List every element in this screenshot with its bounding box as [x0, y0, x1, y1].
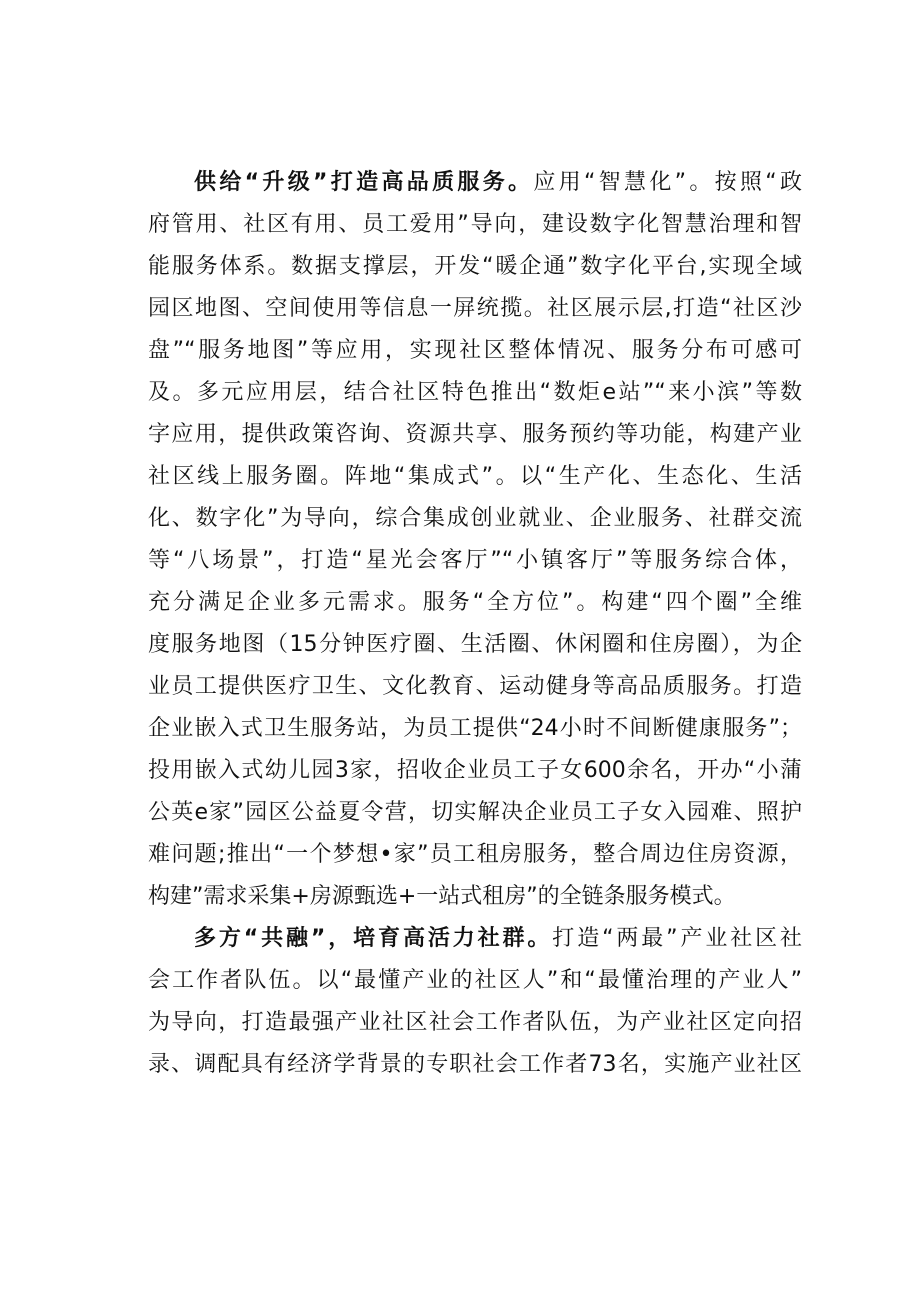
text-line: 企业嵌入式卫生服务站，为员工提供“24小时不间断健康服务”； [148, 716, 802, 741]
text-line: 化、数字化”为导向，综合集成创业就业、企业服务、社群交流 [148, 506, 802, 531]
text-line: 公英e家”园区公益夏令营，切实解决企业员工子女入园难、照护 [148, 800, 802, 825]
paragraph-2-heading: 多方“共融”，培育高活力社群。 [194, 926, 553, 951]
text-line: 盘”“服务地图”等应用，实现社区整体情况、服务分布可感可 [148, 338, 802, 363]
document-body [148, 162, 802, 1086]
text-line: 园区地图、空间使用等信息一屏统揽。社区展示层,打造“社区沙 [148, 296, 802, 321]
text-line: 业员工提供医疗卫生、文化教育、运动健身等高品质服务。打造 [148, 674, 802, 699]
text-line: 度服务地图（15分钟医疗圈、生活圈、休闲圈和住房圈），为企 [148, 632, 802, 657]
text-line: 录、调配具有经济学背景的专职社会工作者73名，实施产业社区 [148, 1052, 802, 1077]
text-line: 能服务体系。数据支撑层，开发“暖企通”数字化平台,实现全域 [148, 254, 802, 279]
text-line: 打造“两最”产业社区社 [552, 926, 802, 951]
text-line: 社区线上服务圈。阵地“集成式”。以“生产化、生态化、生活 [148, 464, 802, 489]
text-line: 会工作者队伍。以“最懂产业的社区人”和“最懂治理的产业人” [148, 968, 802, 993]
paragraph-1-line-1 [148, 162, 802, 204]
text-line: 应用“智慧化”。按照“政 [533, 170, 802, 195]
paragraph-1-heading: 供给“升级”打造高品质服务。 [194, 170, 534, 195]
text-line: 构建”需求采集+房源甄选+一站式租房”的全链条服务模式。 [148, 884, 736, 909]
text-line: 投用嵌入式幼儿园3家，招收企业员工子女600余名，开办“小蒲 [148, 758, 802, 783]
text-line: 府管用、社区有用、员工爱用”导向，建设数字化智慧治理和智 [148, 212, 802, 237]
text-line: 充分满足企业多元需求。服务“全方位”。构建“四个圈”全维 [148, 590, 802, 615]
text-line: 为导向，打造最强产业社区社会工作者队伍，为产业社区定向招 [148, 1010, 802, 1035]
text-line: 及。多元应用层，结合社区特色推出“数炬e站”“来小滨”等数 [148, 380, 802, 405]
text-line: 等“八场景”，打造“星光会客厅”“小镇客厅”等服务综合体， [148, 548, 802, 573]
paragraph-2-line-1 [148, 918, 802, 960]
text-line: 字应用，提供政策咨询、资源共享、服务预约等功能，构建产业 [148, 422, 802, 447]
text-line: 难问题;推出“一个梦想•家”员工租房服务，整合周边住房资源， [148, 842, 802, 867]
